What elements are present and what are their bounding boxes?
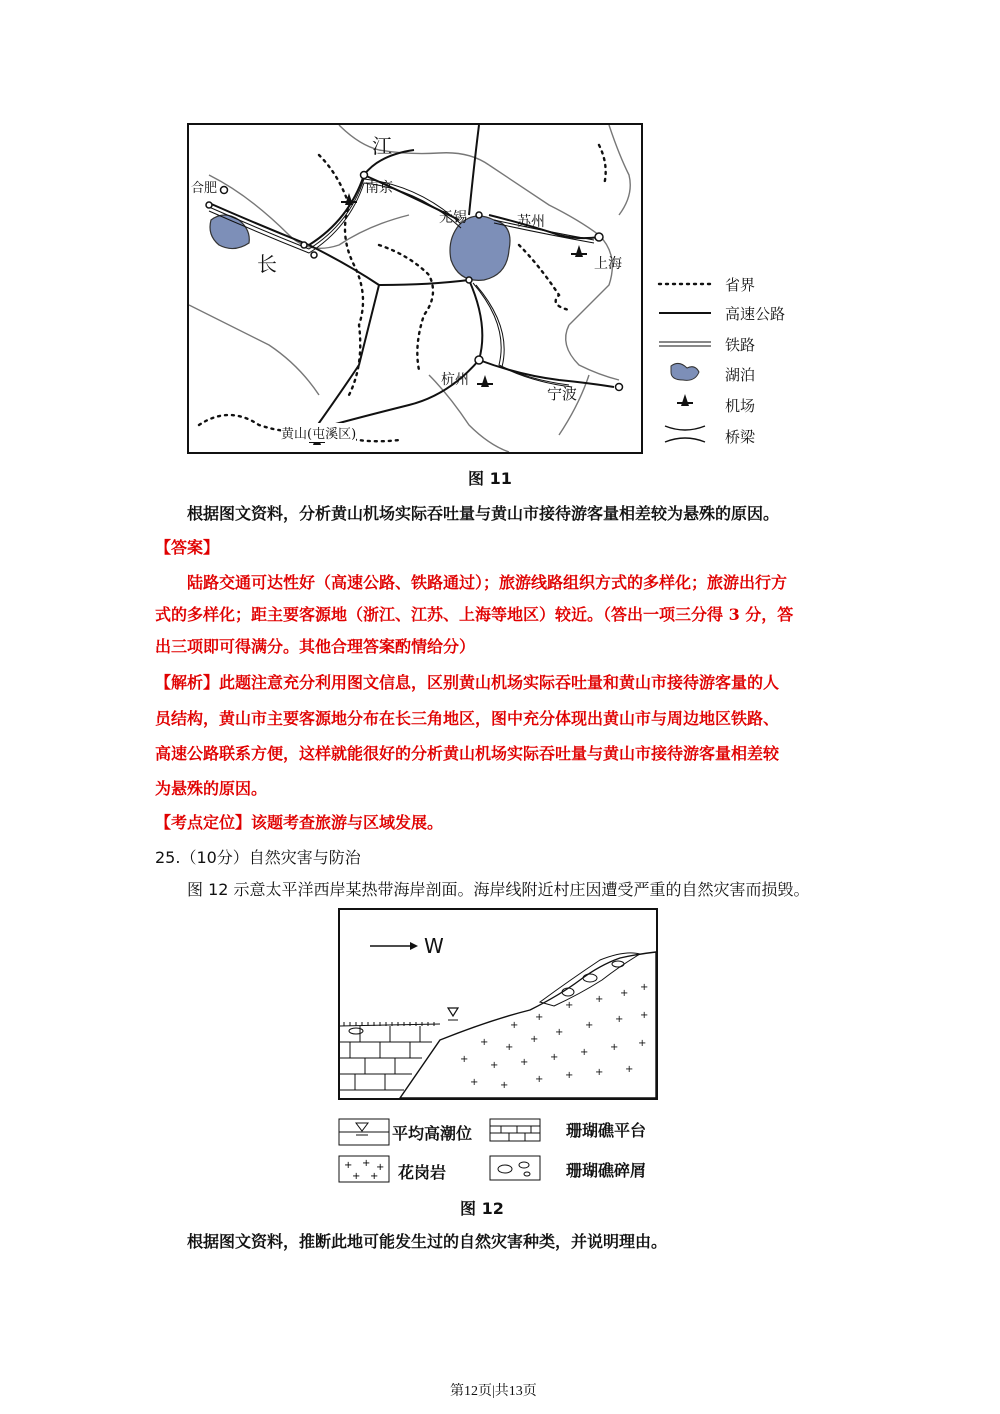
svg-text:+: +	[565, 1070, 574, 1081]
railway-icon	[659, 342, 711, 346]
svg-text:+: +	[565, 1000, 574, 1011]
map-label-wuxi: 无锡	[439, 210, 467, 226]
svg-text:+: +	[550, 1052, 559, 1063]
svg-text:+: +	[610, 1042, 619, 1053]
svg-text:+: +	[480, 1037, 489, 1048]
svg-text:+: +	[490, 1060, 499, 1071]
legend-label-expressway: 高速公路	[725, 305, 786, 323]
svg-text:+: +	[510, 1020, 519, 1031]
map-legend	[655, 268, 805, 458]
map-label-suzhou: 苏州	[517, 214, 545, 230]
svg-text:+: +	[638, 1038, 647, 1049]
granite-icon	[339, 1156, 389, 1182]
q24-analysis-line-3: 高速公路联系方便，这样就能很好的分析黄山机场实际吞吐量与黄山市接待游客量相差较	[155, 744, 780, 763]
q24-analysis-line-2: 员结构，黄山市主要客源地分布在长三角地区，图中充分体现出黄山市与周边地区铁路、	[155, 709, 780, 728]
svg-text:+: +	[460, 1054, 469, 1065]
svg-text:+: +	[615, 1014, 624, 1025]
high-tide-icon	[339, 1119, 389, 1145]
svg-text:+: +	[640, 982, 649, 993]
figure-12-caption: 图 12	[460, 1199, 504, 1218]
lake-icon	[671, 363, 699, 380]
q24-question: 根据图文资料，分析黄山机场实际吞吐量与黄山市接待游客量相差较为悬殊的原因。	[187, 504, 780, 523]
figure-11-caption: 图 11	[468, 469, 512, 488]
svg-text:+: +	[530, 1034, 539, 1045]
legend-granite: 花岗岩	[398, 1163, 447, 1182]
page-footer: 第12页|共13页	[450, 1384, 537, 1399]
map-label-jiang: 江	[372, 134, 392, 158]
legend-label-lake: 湖泊	[725, 366, 756, 384]
svg-text:+: +	[500, 1080, 509, 1091]
map-label-ningbo: 宁波	[547, 385, 578, 403]
map-label-hangzhou: 杭州	[441, 372, 469, 388]
svg-text:+: +	[505, 1042, 514, 1053]
fig12-legend-icons-right	[489, 1118, 544, 1186]
q24-answer-line-1: 陆路交通可达性好（高速公路、铁路通过）；旅游线路组织方式的多样化；旅游出行方	[187, 573, 788, 592]
legend-high-tide: 平均高潮位	[392, 1124, 473, 1143]
map-figure-11	[187, 123, 643, 454]
q25-question: 根据图文资料，推断此地可能发生过的自然灾害种类，并说明理由。	[187, 1232, 668, 1251]
svg-text:+: +	[640, 1010, 649, 1021]
q25-intro: 图 12 示意太平洋西岸某热带海岸剖面。海岸线附近村庄因遭受严重的自然灾害而损毁。	[187, 880, 810, 899]
map-label-hefei: 合肥	[191, 181, 218, 196]
svg-text:+: +	[595, 1067, 604, 1078]
svg-text:+: +	[362, 1158, 371, 1169]
legend-label-airport: 机场	[725, 397, 756, 415]
legend-label-railway: 铁路	[725, 336, 756, 354]
fig12-legend-icons-left	[338, 1118, 393, 1186]
legend-label-bridge: 桥梁	[725, 428, 756, 446]
svg-text:+: +	[580, 1047, 589, 1058]
svg-text:+: +	[370, 1171, 379, 1182]
map-label-shanghai: 上海	[594, 256, 622, 272]
svg-text:+: +	[625, 1064, 634, 1075]
svg-text:+: +	[376, 1162, 385, 1173]
svg-text:+: +	[535, 1012, 544, 1023]
bridge-icon	[665, 426, 705, 442]
svg-text:+: +	[520, 1057, 529, 1068]
q24-answer-tag: 【答案】	[155, 538, 220, 557]
legend-reef-debris: 珊瑚礁碎屑	[566, 1161, 647, 1180]
q24-analysis-line-1: 【解析】此题注意充分利用图文信息，区别黄山机场实际吞吐量和黄山市接待游客量的人	[155, 673, 780, 692]
svg-text:+: +	[595, 994, 604, 1005]
svg-text:+: +	[555, 1027, 564, 1038]
svg-text:+: +	[620, 988, 629, 999]
reef-debris-icon	[490, 1156, 540, 1180]
q25-heading: 25.（10分）自然灾害与防治	[155, 848, 361, 867]
q24-analysis-line-4: 为悬殊的原因。	[155, 779, 268, 798]
map-label-chang: 长	[257, 252, 277, 276]
reef-platform-icon	[490, 1119, 540, 1141]
q24-answer-line-3: 出三项即可得满分。其他合理答案酌情给分）	[155, 637, 476, 656]
legend-reef-platform: 珊瑚礁平台	[566, 1121, 647, 1140]
svg-text:+: +	[344, 1160, 353, 1171]
svg-text:+: +	[352, 1171, 361, 1182]
map-label-huangshan: 黄山(屯溪区)	[281, 423, 356, 442]
svg-text:+: +	[585, 1020, 594, 1031]
map-label-nanjing: 南京	[365, 180, 393, 196]
legend-label-boundary: 省界	[725, 276, 756, 294]
figure-12-cross-section	[338, 908, 658, 1100]
airport-icon	[677, 394, 693, 406]
svg-text:+: +	[535, 1074, 544, 1085]
q24-answer-line-2: 式的多样化；距主要客源地（浙江、江苏、上海等地区）较近。（答出一项三分得 3 分，答	[155, 605, 794, 624]
q24-point: 【考点定位】该题考查旅游与区域发展。	[155, 813, 444, 832]
coast-profile-drawing	[340, 910, 656, 1098]
direction-label: W	[424, 934, 444, 958]
svg-text:+: +	[470, 1077, 479, 1088]
